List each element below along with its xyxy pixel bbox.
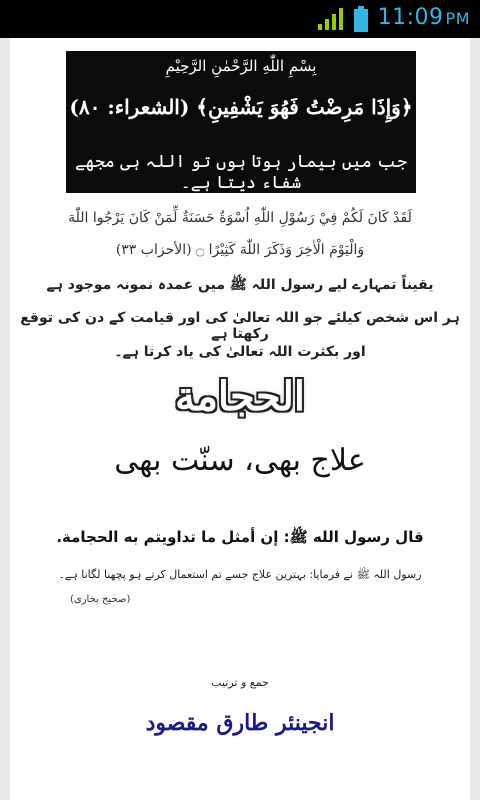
urdu-translation-line-2: ہر اس شخص کیلئے جو اللہ تعالیٰ کی اور قیامت کے دن کی توقع رکھتا ہے bbox=[20, 310, 460, 342]
quran-line-1: لَقَدْ كَانَ لَكُمْ فِيْ رَسُوْلِ اللّٰهِ اُسْوَةٌ حَسَنَةٌ لِّمَنْ كَانَ يَرْجُوا اللّٰهَ bbox=[68, 210, 412, 226]
signal-icon bbox=[317, 8, 345, 30]
clock-ampm: PM bbox=[445, 9, 470, 28]
verse-translation: جب میں بیمار ہوتا ہوں تو اللہ ہی مجھے شفاء دیتا ہے۔ bbox=[74, 152, 408, 193]
battery-icon bbox=[354, 6, 368, 32]
hadith-urdu: رسول اللہ ﷺ نے فرمایا: بہترین علاج جسے تم استعمال کرتے ہو پچھنا لگانا ہے۔ bbox=[58, 568, 422, 581]
clock bbox=[378, 5, 470, 30]
quran-line-2: وَالْيَوْمَ الْاٰخِرَ وَذَكَرَ اللّٰهَ كَثِيْرًا ۝ (الأحزاب ٣٣) bbox=[115, 242, 365, 258]
status-bar bbox=[0, 0, 480, 38]
urdu-translation-line-1: یقیناً تمہارے لیے رسول اللہ ﷺ میں عمدہ نمونہ موجود ہے bbox=[46, 277, 434, 293]
verse-text: ﴿وَإِذَا مَرِضْتُ فَهُوَ يَشْفِينِ﴾ (الشعراء: ٨٠) bbox=[69, 95, 413, 119]
book-cover-page bbox=[10, 38, 470, 800]
book-title: الحجامة bbox=[175, 373, 305, 420]
book-subtitle: علاج بھی، سنّت بھی bbox=[114, 443, 366, 478]
urdu-translation-line-3: اور بکثرت اللہ تعالیٰ کی یاد کرتا ہے۔ bbox=[114, 344, 366, 360]
hadith-arabic: قال رسول الله ﷺ: إن أمثل ما تداويتم به الحجامة. bbox=[56, 528, 424, 546]
hadith-reference: (صحیح بخاری) bbox=[70, 594, 131, 605]
compiled-by-label: جمع و ترتیب bbox=[211, 676, 269, 689]
bismillah-text: بِسْمِ اللّٰهِ الرَّحْمٰنِ الرَّحِيْمِ bbox=[165, 57, 317, 75]
clock-time: 11:09 bbox=[377, 5, 444, 30]
verse-banner bbox=[66, 51, 416, 193]
author-name: انجینئر طارق مقصود bbox=[145, 710, 335, 736]
